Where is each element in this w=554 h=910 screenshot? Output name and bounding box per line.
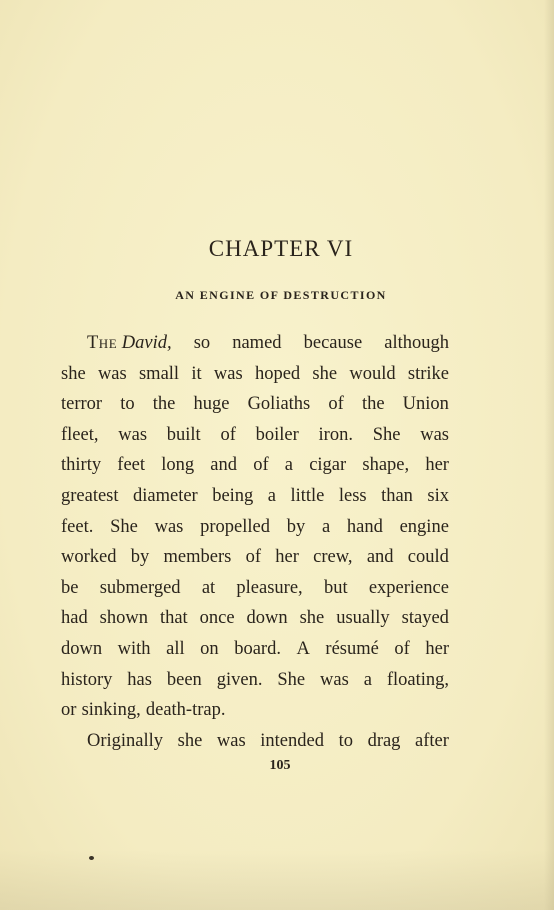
word: had	[61, 608, 88, 629]
word: by	[286, 516, 306, 537]
word: on	[200, 638, 219, 659]
word: boiler	[255, 424, 299, 445]
text-line	[61, 450, 449, 481]
word: been	[166, 669, 202, 690]
word: it	[191, 363, 202, 384]
word: at	[201, 577, 216, 598]
word: submerged	[99, 577, 181, 598]
word: or	[61, 700, 77, 721]
word: given.	[216, 669, 263, 690]
word: sinking,	[81, 700, 141, 721]
ink-speck	[89, 856, 94, 860]
text-line	[61, 512, 449, 543]
word: diameter	[133, 485, 198, 506]
word: résumé	[325, 638, 379, 659]
word: of	[328, 394, 344, 415]
word: she	[61, 363, 86, 384]
word: her	[425, 638, 449, 659]
word: terror	[61, 394, 103, 415]
word: huge	[193, 394, 230, 415]
body-text	[61, 328, 449, 756]
word: by	[130, 547, 150, 568]
text-line	[61, 542, 449, 573]
text-line	[61, 328, 449, 359]
word: of	[245, 547, 262, 568]
word: stayed	[401, 608, 449, 629]
word: drag	[367, 730, 401, 751]
text-line	[61, 726, 449, 757]
word: Goliaths	[247, 394, 311, 415]
word: cigar	[309, 455, 347, 476]
word: built	[166, 424, 201, 445]
word: hoped	[254, 363, 301, 384]
word: her	[425, 455, 449, 476]
word: that	[159, 608, 188, 629]
opening-italic-word: David,	[121, 333, 172, 353]
word: has	[127, 669, 152, 690]
text-line	[61, 634, 449, 665]
word: She	[277, 669, 306, 690]
word: could	[407, 547, 449, 568]
word: She	[372, 424, 401, 445]
word: being	[212, 485, 254, 506]
word: members	[163, 547, 232, 568]
word: the	[152, 394, 176, 415]
word: She	[110, 516, 138, 537]
word: long	[161, 455, 195, 476]
word: usually	[336, 608, 390, 629]
word: after	[415, 730, 449, 751]
text-line	[61, 359, 449, 390]
word: six	[427, 485, 449, 506]
word: thirty	[61, 455, 102, 476]
text-line	[61, 420, 449, 451]
word: feet.	[61, 516, 94, 537]
word: a	[363, 669, 372, 690]
word: hand	[346, 516, 383, 537]
word: A	[296, 638, 310, 659]
word: to	[120, 394, 135, 415]
text-line	[61, 695, 449, 726]
word: Originally	[87, 730, 164, 751]
word: she	[177, 730, 203, 751]
word: crew,	[313, 547, 353, 568]
word: but	[323, 577, 348, 598]
word: strike	[407, 363, 449, 384]
word: worked	[61, 547, 117, 568]
word: was	[320, 669, 349, 690]
word: was	[216, 730, 246, 751]
word: fleet,	[61, 424, 99, 445]
word: so	[193, 333, 211, 353]
text-line	[61, 603, 449, 634]
word: she	[299, 608, 325, 629]
word: death-trap.	[145, 700, 226, 721]
word: greatest	[61, 485, 119, 506]
word: of	[253, 455, 269, 476]
word: was	[420, 424, 449, 445]
word: history	[61, 669, 113, 690]
word: little	[290, 485, 325, 506]
word: small	[138, 363, 180, 384]
text-line	[61, 573, 449, 604]
page-number: 105	[269, 758, 291, 773]
chapter-subtitle: AN ENGINE OF DESTRUCTION	[175, 288, 387, 302]
word: pleasure,	[236, 577, 303, 598]
word: intended	[260, 730, 324, 751]
word: to	[338, 730, 353, 751]
word: experience	[368, 577, 449, 598]
word: Union	[402, 394, 449, 415]
text-line	[61, 389, 449, 420]
word: feet	[117, 455, 146, 476]
word: would	[349, 363, 396, 384]
word: her	[275, 547, 299, 568]
word: board.	[234, 638, 281, 659]
word: down	[61, 638, 103, 659]
word: propelled	[200, 516, 270, 537]
word: of	[220, 424, 236, 445]
chapter-title: CHAPTER VI	[208, 236, 354, 261]
word: than	[381, 485, 413, 506]
word: be	[61, 577, 79, 598]
word: was	[118, 424, 148, 445]
word: of	[394, 638, 410, 659]
text-line	[61, 481, 449, 512]
word: with	[117, 638, 151, 659]
opening-small-caps: The David,	[87, 333, 172, 353]
word: once	[199, 608, 235, 629]
word: she	[312, 363, 338, 384]
word: the	[361, 394, 385, 415]
word: shown	[99, 608, 148, 629]
word: a	[321, 516, 331, 537]
word: was	[97, 363, 127, 384]
text-line	[61, 665, 449, 696]
word: all	[166, 638, 185, 659]
page-bottom-shadow	[0, 850, 554, 910]
word: floating,	[386, 669, 449, 690]
word: and	[210, 455, 237, 476]
word: engine	[399, 516, 449, 537]
word: shape,	[362, 455, 410, 476]
word: although	[384, 333, 449, 353]
word: a	[267, 485, 276, 506]
word: down	[246, 608, 288, 629]
word: named	[232, 333, 282, 353]
word: was	[154, 516, 184, 537]
word: because	[303, 333, 363, 353]
word: less	[338, 485, 367, 506]
word: iron.	[318, 424, 353, 445]
word: was	[213, 363, 243, 384]
word: a	[284, 455, 294, 476]
word: and	[366, 547, 394, 568]
